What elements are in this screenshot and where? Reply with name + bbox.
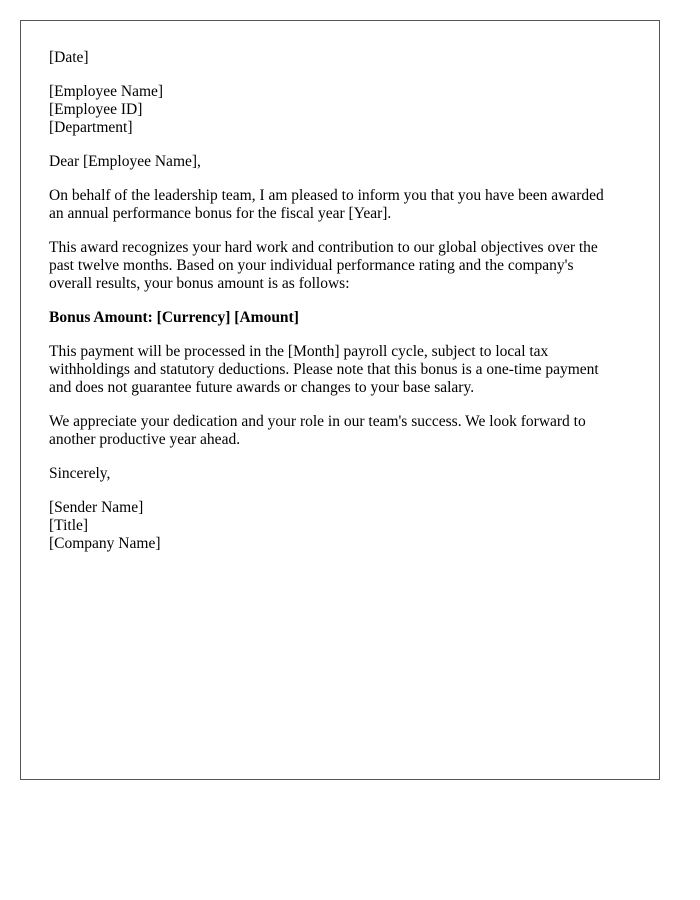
paragraph-line: We appreciate your dedication and your role in our team's success. We look forward to <box>49 413 586 430</box>
letter-page <box>20 20 660 780</box>
letter-body <box>49 49 639 569</box>
bonus-amount-block <box>49 309 639 327</box>
paragraph-line: an annual performance bonus for the fiscal year [Year]. <box>49 205 392 222</box>
bonus-amount: Bonus Amount: [Currency] [Amount] <box>49 309 299 326</box>
paragraph-line: This award recognizes your hard work and contribution to our global objectives over the <box>49 239 598 256</box>
sender-name: [Sender Name] <box>49 499 144 516</box>
closing-block <box>49 465 639 483</box>
sender-company: [Company Name] <box>49 535 161 552</box>
salutation: Dear [Employee Name], <box>49 153 201 170</box>
signature-block <box>49 499 639 553</box>
paragraph-payment-details <box>49 343 639 397</box>
paragraph-line: On behalf of the leadership team, I am pleased to inform you that you have been awarded <box>49 187 604 204</box>
sender-title: [Title] <box>49 517 89 534</box>
paragraph-line: and does not guarantee future awards or changes to your base salary. <box>49 379 475 396</box>
recipient-block <box>49 83 639 137</box>
letter-date: [Date] <box>49 49 89 66</box>
salutation-block <box>49 153 639 171</box>
paragraph-award-notice <box>49 187 639 223</box>
paragraph-line: This payment will be processed in the [Month] payroll cycle, subject to local tax <box>49 343 549 360</box>
paragraph-line: another productive year ahead. <box>49 431 241 448</box>
paragraph-line: past twelve months. Based on your individual performance rating and the company's <box>49 257 574 274</box>
paragraph-appreciation <box>49 413 639 449</box>
recipient-id: [Employee ID] <box>49 101 143 118</box>
recipient-department: [Department] <box>49 119 133 136</box>
paragraph-line: overall results, your bonus amount is as follows: <box>49 275 350 292</box>
closing: Sincerely, <box>49 465 111 482</box>
paragraph-recognition <box>49 239 639 293</box>
recipient-name: [Employee Name] <box>49 83 164 100</box>
date-block <box>49 49 639 67</box>
paragraph-line: withholdings and statutory deductions. Please note that this bonus is a one-time payment <box>49 361 599 378</box>
